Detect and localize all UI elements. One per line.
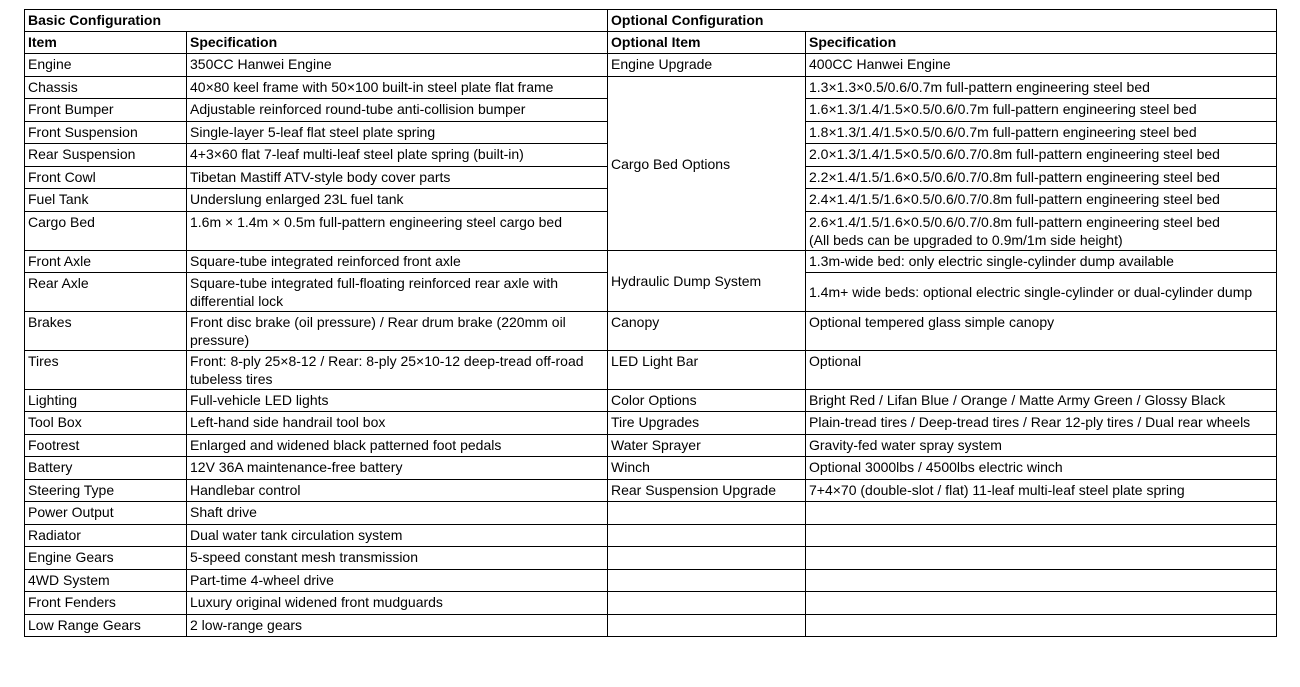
basic-item: Rear Suspension <box>25 144 187 167</box>
basic-item: Battery <box>25 457 187 480</box>
optional-spec: 7+4×70 (double-slot / flat) 11-leaf multi-leaf steel plate spring <box>806 480 1277 502</box>
empty-cell <box>608 592 806 615</box>
basic-item: Chassis <box>25 77 187 99</box>
table-row <box>25 480 1277 502</box>
optional-item: LED Light Bar <box>608 351 806 390</box>
optional-configuration-title: Optional Configuration <box>608 10 1277 32</box>
optional-item: Water Sprayer <box>608 435 806 457</box>
basic-spec: 1.6m × 1.4m × 0.5m full-pattern engineering steel cargo bed <box>187 212 608 251</box>
basic-spec: Front: 8-ply 25×8-12 / Rear: 8-ply 25×10-12 deep-tread off-road tubeless tires <box>187 351 608 390</box>
basic-spec: Left-hand side handrail tool box <box>187 412 608 435</box>
optional-spec: 1.3×1.3×0.5/0.6/0.7m full-pattern engineering steel bed <box>806 77 1277 99</box>
optional-spec: 1.3m-wide bed: only electric single-cylinder dump available <box>806 251 1277 273</box>
section-header-row <box>25 10 1277 32</box>
basic-spec: 350CC Hanwei Engine <box>187 54 608 77</box>
basic-spec: Square-tube integrated full-floating reinforced rear axle with differential lock <box>187 273 608 312</box>
basic-spec: Underslung enlarged 23L fuel tank <box>187 189 608 212</box>
basic-item: Tool Box <box>25 412 187 435</box>
basic-spec: Handlebar control <box>187 480 608 502</box>
column-header-specification: Specification <box>187 32 608 54</box>
basic-spec: Front disc brake (oil pressure) / Rear drum brake (220mm oil pressure) <box>187 312 608 351</box>
optional-item: Rear Suspension Upgrade <box>608 480 806 502</box>
basic-spec: 40×80 keel frame with 50×100 built-in steel plate flat frame <box>187 77 608 99</box>
table-row <box>25 592 1277 615</box>
basic-spec: Tibetan Mastiff ATV-style body cover parts <box>187 167 608 189</box>
optional-spec: 2.4×1.4/1.5/1.6×0.5/0.6/0.7/0.8m full-pattern engineering steel bed <box>806 189 1277 212</box>
optional-spec: 2.2×1.4/1.5/1.6×0.5/0.6/0.7/0.8m full-pattern engineering steel bed <box>806 167 1277 189</box>
table-row <box>25 525 1277 547</box>
column-header-optional-item: Optional Item <box>608 32 806 54</box>
column-header-row <box>25 32 1277 54</box>
optional-spec: 400CC Hanwei Engine <box>806 54 1277 77</box>
basic-item: Engine Gears <box>25 547 187 570</box>
basic-spec: 12V 36A maintenance-free battery <box>187 457 608 480</box>
cargo-bed-spec-2-6: 2.6×1.4/1.5/1.6×0.5/0.6/0.7/0.8m full-pattern engineering steel bed <box>809 214 1220 230</box>
optional-item: Engine Upgrade <box>608 54 806 77</box>
table-row <box>25 351 1277 390</box>
table-row <box>25 412 1277 435</box>
basic-item: Front Axle <box>25 251 187 273</box>
table-row <box>25 312 1277 351</box>
basic-spec: Square-tube integrated reinforced front axle <box>187 251 608 273</box>
empty-cell <box>608 615 806 637</box>
table-row <box>25 390 1277 412</box>
basic-item: 4WD System <box>25 570 187 592</box>
basic-item: Steering Type <box>25 480 187 502</box>
basic-spec: Dual water tank circulation system <box>187 525 608 547</box>
basic-item: Tires <box>25 351 187 390</box>
optional-spec: 1.4m+ wide beds: optional electric single-cylinder or dual-cylinder dump <box>806 273 1277 312</box>
optional-spec: Bright Red / Lifan Blue / Orange / Matte Army Green / Glossy Black <box>806 390 1277 412</box>
basic-item: Rear Axle <box>25 273 187 312</box>
table-row <box>25 251 1277 273</box>
table-row <box>25 502 1277 525</box>
basic-item: Front Fenders <box>25 592 187 615</box>
table-row <box>25 77 1277 99</box>
basic-spec: 5-speed constant mesh transmission <box>187 547 608 570</box>
optional-item: Canopy <box>608 312 806 351</box>
basic-spec: 4+3×60 flat 7-leaf multi-leaf steel plate spring (built-in) <box>187 144 608 167</box>
optional-item-hydraulic: Hydraulic Dump System <box>608 251 806 312</box>
optional-spec: 1.6×1.3/1.4/1.5×0.5/0.6/0.7m full-pattern engineering steel bed <box>806 99 1277 122</box>
table-row <box>25 54 1277 77</box>
optional-spec: 1.8×1.3/1.4/1.5×0.5/0.6/0.7m full-pattern engineering steel bed <box>806 122 1277 144</box>
optional-spec: Plain-tread tires / Deep-tread tires / Rear 12-ply tires / Dual rear wheels <box>806 412 1277 435</box>
table-row <box>25 615 1277 637</box>
basic-item: Fuel Tank <box>25 189 187 212</box>
empty-cell <box>608 525 806 547</box>
empty-cell <box>806 525 1277 547</box>
optional-spec <box>806 212 1277 251</box>
optional-item: Tire Upgrades <box>608 412 806 435</box>
basic-item: Footrest <box>25 435 187 457</box>
column-header-item: Item <box>25 32 187 54</box>
basic-spec: 2 low-range gears <box>187 615 608 637</box>
configuration-table <box>24 9 1277 637</box>
basic-spec: Part-time 4-wheel drive <box>187 570 608 592</box>
basic-item: Engine <box>25 54 187 77</box>
basic-item: Brakes <box>25 312 187 351</box>
table-row <box>25 547 1277 570</box>
optional-spec: Optional 3000lbs / 4500lbs electric winch <box>806 457 1277 480</box>
optional-spec: Optional tempered glass simple canopy <box>806 312 1277 351</box>
basic-item: Cargo Bed <box>25 212 187 251</box>
empty-cell <box>806 592 1277 615</box>
table-row <box>25 435 1277 457</box>
basic-spec: Luxury original widened front mudguards <box>187 592 608 615</box>
basic-spec: Shaft drive <box>187 502 608 525</box>
basic-item: Lighting <box>25 390 187 412</box>
basic-spec: Adjustable reinforced round-tube anti-collision bumper <box>187 99 608 122</box>
optional-spec: 2.0×1.3/1.4/1.5×0.5/0.6/0.7/0.8m full-pattern engineering steel bed <box>806 144 1277 167</box>
basic-item: Power Output <box>25 502 187 525</box>
basic-spec: Enlarged and widened black patterned foot pedals <box>187 435 608 457</box>
basic-spec: Single-layer 5-leaf flat steel plate spring <box>187 122 608 144</box>
cargo-bed-note: (All beds can be upgraded to 0.9m/1m side height) <box>809 232 1123 248</box>
optional-item: Winch <box>608 457 806 480</box>
basic-item: Front Suspension <box>25 122 187 144</box>
empty-cell <box>806 502 1277 525</box>
basic-item: Front Cowl <box>25 167 187 189</box>
basic-item: Low Range Gears <box>25 615 187 637</box>
basic-item: Radiator <box>25 525 187 547</box>
table-row <box>25 457 1277 480</box>
empty-cell <box>806 570 1277 592</box>
table-row <box>25 570 1277 592</box>
empty-cell <box>608 570 806 592</box>
basic-item: Front Bumper <box>25 99 187 122</box>
empty-cell <box>806 615 1277 637</box>
empty-cell <box>806 547 1277 570</box>
optional-item-cargo-bed: Cargo Bed Options <box>608 77 806 251</box>
column-header-optional-specification: Specification <box>806 32 1277 54</box>
empty-cell <box>608 502 806 525</box>
basic-spec: Full-vehicle LED lights <box>187 390 608 412</box>
optional-spec: Optional <box>806 351 1277 390</box>
optional-spec: Gravity-fed water spray system <box>806 435 1277 457</box>
empty-cell <box>608 547 806 570</box>
optional-item: Color Options <box>608 390 806 412</box>
basic-configuration-title: Basic Configuration <box>25 10 608 32</box>
